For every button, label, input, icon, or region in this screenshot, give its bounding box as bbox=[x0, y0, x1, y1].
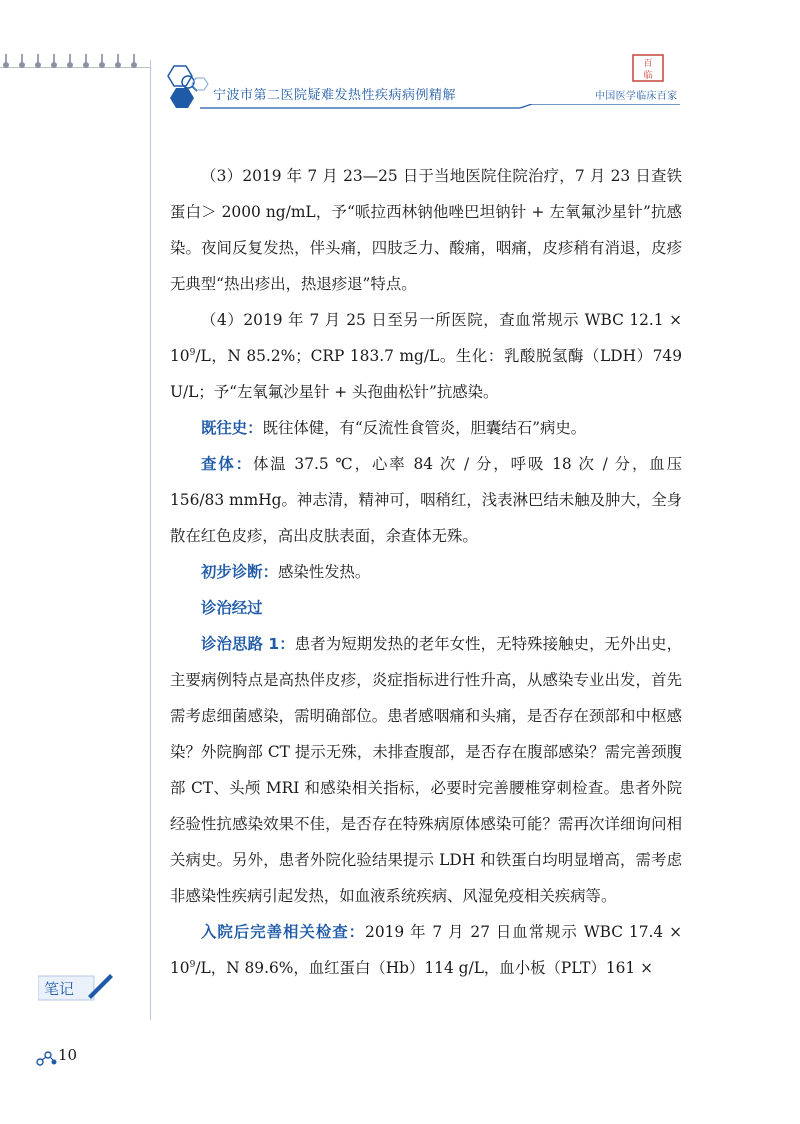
header-rule bbox=[200, 104, 680, 110]
page-number: 10 bbox=[58, 1046, 78, 1064]
seal-text-bottom: 临 bbox=[643, 71, 653, 81]
paragraph-diagnosis: 初步诊断：感染性发热。 bbox=[201, 563, 371, 581]
section-title: 诊治经过 bbox=[201, 599, 263, 617]
notes-pen-icon bbox=[38, 970, 114, 1002]
seal-text-top: 百 bbox=[643, 59, 653, 69]
paragraph-history-4: （4）2019 年 7 月 25 日至另一所医院，查血常规示 WBC $12.1 \times 10^9/L$，N 85.2%；CRP 183.7 mg/L。生化：乳酸脱氢酶（LDH）749 U/L；予“左氧氟沙星针 + 头孢曲松针”抗感染。 bbox=[170, 311, 682, 401]
margin-line bbox=[150, 60, 151, 1020]
brand-seal-icon bbox=[632, 54, 664, 82]
binder-pins bbox=[0, 54, 150, 78]
paragraph-past-history: 既往史：既往体健，有“反流性食管炎，胆囊结石”病史。 bbox=[201, 419, 587, 437]
header-title: 宁波市第二医院疑难发热性疾病病例精解 bbox=[213, 88, 457, 103]
paragraph-exam: 查体：体温 37.5 ℃，心率 84 次 / 分，呼吸 18 次 / 分，血压 156/83 mmHg。神志清，精神可，咽稍红，浅表淋巴结未触及肿大，全身散在红色皮疹，高出皮肤表面，余查体无殊。 bbox=[170, 455, 682, 545]
page-body bbox=[170, 158, 682, 986]
side-note-label: 笔记 bbox=[44, 980, 75, 998]
paragraph-admission: 入院后完善相关检查：2019 年 7 月 27 日血常规示 WBC $17.4 \times 10^9/L$，N 89.6%，血红蛋白（Hb）114 g/L，血小板（PLT）161 × bbox=[170, 923, 682, 977]
paragraph-history-3: （3）2019 年 7 月 23—25 日于当地医院住院治疗，7 月 23 日查铁蛋白＞ 2000 ng/mL，予“哌拉西林钠他唑巴坦钠针 + 左氧氟沙星针”抗感染。夜间反复发热，伴头痛，四肢乏力、酸痛，咽痛，皮疹稍有消退，皮疹无典型“热出疹出，热退疹退”特点。 bbox=[170, 167, 682, 293]
series-name: 中国医学临床百家 bbox=[595, 91, 678, 102]
hexagon-magnifier-icon bbox=[160, 60, 220, 110]
paragraph-thinking: 诊治思路 1：患者为短期发热的老年女性，无特殊接触史，无外出史，主要病例特点是高热伴皮疹，炎症指标进行性升高，从感染专业出发，首先需考虑细菌感染，需明确部位。患者感咽痛和头痛，是否存在颈部和中枢感染？外院胸部 CT 提示无殊，未排查腹部，是否存在腹部感染？需完善颈腹部 CT、头颅 MRI 和感染相关指标，必要时完善腰椎穿刺检查。患者外院经验性抗感染效果不佳，是否存在特殊病原体感染可能？需再次详细询问相关病史。另外，患者外院化验结果提示 LDH 和铁蛋白均明显增高，需考虑非感染性疾病引起发热，如血液系统疾病、风湿免疫相关疾病等。 bbox=[170, 635, 682, 905]
